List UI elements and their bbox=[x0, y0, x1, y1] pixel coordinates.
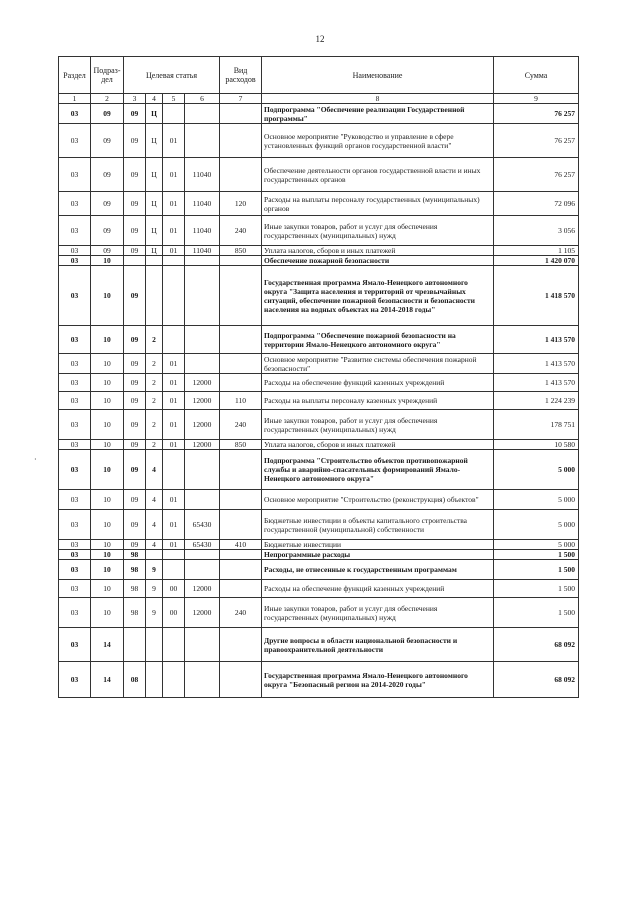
amount-cell: 1 413 570 bbox=[494, 354, 579, 374]
razdel-cell: 03 bbox=[59, 392, 91, 410]
razdel-cell: 03 bbox=[59, 124, 91, 158]
name-cell: Подпрограмма "Обеспечение реализации Государственной программы" bbox=[262, 104, 494, 124]
subprogram-code-cell: 2 bbox=[146, 410, 163, 440]
expense-type-cell: 240 bbox=[220, 410, 262, 440]
subprogram-code-cell: 4 bbox=[146, 450, 163, 490]
subprogram-code-cell bbox=[146, 550, 163, 560]
name-cell: Уплата налогов, сборов и иных платежей bbox=[262, 246, 494, 256]
budget-table bbox=[58, 56, 579, 698]
podrazdel-cell: 10 bbox=[91, 450, 124, 490]
name-cell: Уплата налогов, сборов и иных платежей bbox=[262, 440, 494, 450]
subprogram-code-cell: 2 bbox=[146, 354, 163, 374]
razdel-cell: 03 bbox=[59, 662, 91, 698]
name-cell: Бюджетные инвестиции bbox=[262, 540, 494, 550]
amount-cell: 76 257 bbox=[494, 124, 579, 158]
expense-type-cell bbox=[220, 266, 262, 326]
subprogram-code-cell: Ц bbox=[146, 246, 163, 256]
program-code-cell: 09 bbox=[124, 326, 146, 354]
podrazdel-cell: 10 bbox=[91, 598, 124, 628]
program-code-cell: 09 bbox=[124, 490, 146, 510]
amount-cell: 5 000 bbox=[494, 490, 579, 510]
direction-code-cell: 11040 bbox=[185, 216, 220, 246]
program-code-cell: 08 bbox=[124, 662, 146, 698]
podrazdel-cell: 10 bbox=[91, 510, 124, 540]
subprogram-code-cell: 2 bbox=[146, 440, 163, 450]
event-code-cell: 01 bbox=[163, 490, 185, 510]
program-code-cell: 09 bbox=[124, 410, 146, 440]
razdel-cell: 03 bbox=[59, 450, 91, 490]
name-cell: Государственная программа Ямало-Ненецкого автономного округа "Безопасный регион на 2014-2020 годы" bbox=[262, 662, 494, 698]
col-number: 4 bbox=[146, 94, 163, 104]
table-row bbox=[59, 410, 579, 440]
direction-code-cell bbox=[185, 628, 220, 662]
amount-cell: 1 500 bbox=[494, 550, 579, 560]
program-code-cell: 09 bbox=[124, 266, 146, 326]
expense-type-cell bbox=[220, 256, 262, 266]
razdel-cell: 03 bbox=[59, 440, 91, 450]
razdel-cell: 03 bbox=[59, 490, 91, 510]
amount-cell: 178 751 bbox=[494, 410, 579, 440]
col-number: 2 bbox=[91, 94, 124, 104]
podrazdel-cell: 10 bbox=[91, 550, 124, 560]
table-row bbox=[59, 510, 579, 540]
event-code-cell: 01 bbox=[163, 158, 185, 192]
amount-cell: 1 413 570 bbox=[494, 374, 579, 392]
name-cell: Расходы на обеспечение функций казенных учреждений bbox=[262, 374, 494, 392]
podrazdel-cell: 09 bbox=[91, 158, 124, 192]
table-row bbox=[59, 256, 579, 266]
table-row bbox=[59, 392, 579, 410]
razdel-cell: 03 bbox=[59, 598, 91, 628]
table-row bbox=[59, 374, 579, 392]
expense-type-cell: 850 bbox=[220, 440, 262, 450]
podrazdel-cell: 10 bbox=[91, 560, 124, 580]
amount-cell: 1 500 bbox=[494, 580, 579, 598]
expense-type-cell bbox=[220, 374, 262, 392]
program-code-cell: 98 bbox=[124, 580, 146, 598]
razdel-cell: 03 bbox=[59, 354, 91, 374]
table-row bbox=[59, 662, 579, 698]
header-podrazdel: Подраз-дел bbox=[91, 57, 124, 94]
expense-type-cell: 850 bbox=[220, 246, 262, 256]
name-cell: Основное мероприятие "Строительство (реконструкция) объектов" bbox=[262, 490, 494, 510]
header-name: Наименование bbox=[262, 57, 494, 94]
direction-code-cell: 12000 bbox=[185, 580, 220, 598]
event-code-cell bbox=[163, 104, 185, 124]
name-cell: Обеспечение пожарной безопасности bbox=[262, 256, 494, 266]
expense-type-cell bbox=[220, 354, 262, 374]
table-row bbox=[59, 440, 579, 450]
event-code-cell: 01 bbox=[163, 440, 185, 450]
podrazdel-cell: 09 bbox=[91, 216, 124, 246]
event-code-cell: 01 bbox=[163, 216, 185, 246]
razdel-cell: 03 bbox=[59, 326, 91, 354]
expense-type-cell: 410 bbox=[220, 540, 262, 550]
amount-cell: 1 224 239 bbox=[494, 392, 579, 410]
name-cell: Государственная программа Ямало-Ненецкого автономного округа "Защита населения и территорий от чрезвычайных ситуаций, обеспечение пожарной безопасности и безопасности населения на водных объектах на 2014-2018 годы" bbox=[262, 266, 494, 326]
program-code-cell: 09 bbox=[124, 124, 146, 158]
razdel-cell: 03 bbox=[59, 410, 91, 440]
podrazdel-cell: 10 bbox=[91, 410, 124, 440]
amount-cell: 1 418 570 bbox=[494, 266, 579, 326]
table-row bbox=[59, 124, 579, 158]
name-cell: Основное мероприятие "Развитие системы обеспечения пожарной безопасности" bbox=[262, 354, 494, 374]
event-code-cell bbox=[163, 256, 185, 266]
expense-type-cell bbox=[220, 580, 262, 598]
event-code-cell: 01 bbox=[163, 392, 185, 410]
amount-cell: 1 500 bbox=[494, 598, 579, 628]
razdel-cell: 03 bbox=[59, 104, 91, 124]
margin-mark: · bbox=[34, 455, 37, 464]
direction-code-cell: 65430 bbox=[185, 510, 220, 540]
program-code-cell: 09 bbox=[124, 216, 146, 246]
event-code-cell: 01 bbox=[163, 354, 185, 374]
name-cell: Подпрограмма "Обеспечение пожарной безопасности на территории Ямало-Ненецкого автономного округа" bbox=[262, 326, 494, 354]
amount-cell: 76 257 bbox=[494, 104, 579, 124]
razdel-cell: 03 bbox=[59, 560, 91, 580]
subprogram-code-cell: Ц bbox=[146, 124, 163, 158]
program-code-cell: 09 bbox=[124, 246, 146, 256]
direction-code-cell: 12000 bbox=[185, 392, 220, 410]
header-summa: Сумма bbox=[494, 57, 579, 94]
expense-type-cell bbox=[220, 628, 262, 662]
direction-code-cell bbox=[185, 354, 220, 374]
expense-type-cell bbox=[220, 662, 262, 698]
amount-cell: 1 413 570 bbox=[494, 326, 579, 354]
table-row bbox=[59, 450, 579, 490]
subprogram-code-cell bbox=[146, 266, 163, 326]
podrazdel-cell: 09 bbox=[91, 192, 124, 216]
direction-code-cell bbox=[185, 104, 220, 124]
event-code-cell: 01 bbox=[163, 246, 185, 256]
razdel-cell: 03 bbox=[59, 540, 91, 550]
event-code-cell: 01 bbox=[163, 192, 185, 216]
razdel-cell: 03 bbox=[59, 266, 91, 326]
program-code-cell: 09 bbox=[124, 104, 146, 124]
direction-code-cell: 12000 bbox=[185, 374, 220, 392]
podrazdel-cell: 10 bbox=[91, 540, 124, 550]
direction-code-cell: 11040 bbox=[185, 158, 220, 192]
event-code-cell: 01 bbox=[163, 124, 185, 158]
expense-type-cell: 240 bbox=[220, 216, 262, 246]
amount-cell: 1 500 bbox=[494, 560, 579, 580]
table-body bbox=[59, 104, 579, 698]
table-row bbox=[59, 540, 579, 550]
razdel-cell: 03 bbox=[59, 374, 91, 392]
direction-code-cell bbox=[185, 662, 220, 698]
podrazdel-cell: 10 bbox=[91, 266, 124, 326]
name-cell: Иные закупки товаров, работ и услуг для обеспечения государственных (муниципальных) нужд bbox=[262, 216, 494, 246]
direction-code-cell: 12000 bbox=[185, 598, 220, 628]
podrazdel-cell: 14 bbox=[91, 628, 124, 662]
expense-type-cell bbox=[220, 124, 262, 158]
direction-code-cell bbox=[185, 256, 220, 266]
col-number: 5 bbox=[163, 94, 185, 104]
program-code-cell bbox=[124, 628, 146, 662]
razdel-cell: 03 bbox=[59, 192, 91, 216]
podrazdel-cell: 10 bbox=[91, 374, 124, 392]
amount-cell: 5 000 bbox=[494, 510, 579, 540]
subprogram-code-cell: 9 bbox=[146, 598, 163, 628]
amount-cell: 68 092 bbox=[494, 628, 579, 662]
subprogram-code-cell bbox=[146, 256, 163, 266]
expense-type-cell bbox=[220, 550, 262, 560]
podrazdel-cell: 10 bbox=[91, 354, 124, 374]
subprogram-code-cell: Ц bbox=[146, 216, 163, 246]
table-row bbox=[59, 580, 579, 598]
direction-code-cell bbox=[185, 560, 220, 580]
amount-cell: 10 580 bbox=[494, 440, 579, 450]
name-cell: Расходы на обеспечение функций казенных учреждений bbox=[262, 580, 494, 598]
direction-code-cell: 11040 bbox=[185, 192, 220, 216]
table-row bbox=[59, 216, 579, 246]
program-code-cell: 09 bbox=[124, 158, 146, 192]
name-cell: Обеспечение деятельности органов государственной власти и иных государственных органов bbox=[262, 158, 494, 192]
program-code-cell: 09 bbox=[124, 540, 146, 550]
razdel-cell: 03 bbox=[59, 510, 91, 540]
table-row bbox=[59, 490, 579, 510]
amount-cell: 76 257 bbox=[494, 158, 579, 192]
expense-type-cell: 110 bbox=[220, 392, 262, 410]
name-cell: Расходы, не отнесенные к государственным программам bbox=[262, 560, 494, 580]
header-razdel: Раздел bbox=[59, 57, 91, 94]
direction-code-cell: 12000 bbox=[185, 410, 220, 440]
table-row bbox=[59, 598, 579, 628]
expense-type-cell: 240 bbox=[220, 598, 262, 628]
expense-type-cell bbox=[220, 158, 262, 192]
event-code-cell: 00 bbox=[163, 580, 185, 598]
direction-code-cell bbox=[185, 326, 220, 354]
col-number: 1 bbox=[59, 94, 91, 104]
event-code-cell bbox=[163, 266, 185, 326]
page-number: 12 bbox=[315, 34, 325, 44]
table-row bbox=[59, 560, 579, 580]
direction-code-cell bbox=[185, 550, 220, 560]
event-code-cell: 01 bbox=[163, 540, 185, 550]
program-code-cell: 09 bbox=[124, 440, 146, 450]
col-number: 9 bbox=[494, 94, 579, 104]
subprogram-code-cell: Ц bbox=[146, 158, 163, 192]
program-code-cell: 09 bbox=[124, 392, 146, 410]
event-code-cell bbox=[163, 550, 185, 560]
direction-code-cell bbox=[185, 266, 220, 326]
name-cell: Подпрограмма "Строительство объектов противопожарной службы и аварийно-спасательных формирований Ямало-Ненецкого автономного округа" bbox=[262, 450, 494, 490]
table-row bbox=[59, 104, 579, 124]
razdel-cell: 03 bbox=[59, 216, 91, 246]
direction-code-cell bbox=[185, 490, 220, 510]
direction-code-cell bbox=[185, 450, 220, 490]
event-code-cell: 00 bbox=[163, 598, 185, 628]
event-code-cell bbox=[163, 560, 185, 580]
name-cell: Другие вопросы в области национальной безопасности и правоохранительной деятельности bbox=[262, 628, 494, 662]
expense-type-cell bbox=[220, 326, 262, 354]
razdel-cell: 03 bbox=[59, 246, 91, 256]
direction-code-cell: 65430 bbox=[185, 540, 220, 550]
col-number: 6 bbox=[185, 94, 220, 104]
event-code-cell bbox=[163, 662, 185, 698]
subprogram-code-cell: 2 bbox=[146, 326, 163, 354]
name-cell: Расходы на выплаты персоналу казенных учреждений bbox=[262, 392, 494, 410]
program-code-cell: 09 bbox=[124, 354, 146, 374]
amount-cell: 68 092 bbox=[494, 662, 579, 698]
table-row bbox=[59, 628, 579, 662]
program-code-cell: 98 bbox=[124, 550, 146, 560]
table-row bbox=[59, 158, 579, 192]
podrazdel-cell: 09 bbox=[91, 104, 124, 124]
header-celevaya: Целевая статья bbox=[124, 57, 220, 94]
direction-code-cell: 12000 bbox=[185, 440, 220, 450]
table-row bbox=[59, 246, 579, 256]
table-row bbox=[59, 192, 579, 216]
subprogram-code-cell bbox=[146, 662, 163, 698]
name-cell: Бюджетные инвестиции в объекты капитального строительства государственной (муниципальной) собственности bbox=[262, 510, 494, 540]
podrazdel-cell: 10 bbox=[91, 490, 124, 510]
expense-type-cell: 120 bbox=[220, 192, 262, 216]
expense-type-cell bbox=[220, 450, 262, 490]
event-code-cell: 01 bbox=[163, 510, 185, 540]
event-code-cell bbox=[163, 628, 185, 662]
name-cell: Иные закупки товаров, работ и услуг для обеспечения государственных (муниципальных) нужд bbox=[262, 598, 494, 628]
subprogram-code-cell: 4 bbox=[146, 540, 163, 550]
name-cell: Основное мероприятие "Руководство и управление в сфере установленных функций органов государственной власти" bbox=[262, 124, 494, 158]
subprogram-code-cell: 9 bbox=[146, 560, 163, 580]
header-vid: Вид расходов bbox=[220, 57, 262, 94]
subprogram-code-cell: 4 bbox=[146, 490, 163, 510]
name-cell: Иные закупки товаров, работ и услуг для обеспечения государственных (муниципальных) нужд bbox=[262, 410, 494, 440]
subprogram-code-cell: 2 bbox=[146, 392, 163, 410]
razdel-cell: 03 bbox=[59, 580, 91, 598]
amount-cell: 5 000 bbox=[494, 450, 579, 490]
program-code-cell: 09 bbox=[124, 450, 146, 490]
table-row bbox=[59, 354, 579, 374]
col-number: 8 bbox=[262, 94, 494, 104]
amount-cell: 72 096 bbox=[494, 192, 579, 216]
expense-type-cell bbox=[220, 490, 262, 510]
amount-cell: 1 420 070 bbox=[494, 256, 579, 266]
subprogram-code-cell: 2 bbox=[146, 374, 163, 392]
name-cell: Расходы на выплаты персоналу государственных (муниципальных) органов bbox=[262, 192, 494, 216]
col-number: 3 bbox=[124, 94, 146, 104]
program-code-cell: 09 bbox=[124, 192, 146, 216]
event-code-cell bbox=[163, 450, 185, 490]
subprogram-code-cell: 9 bbox=[146, 580, 163, 598]
subprogram-code-cell: Ц bbox=[146, 192, 163, 216]
amount-cell: 1 105 bbox=[494, 246, 579, 256]
amount-cell: 5 000 bbox=[494, 540, 579, 550]
column-number-row bbox=[59, 94, 579, 104]
program-code-cell: 98 bbox=[124, 560, 146, 580]
podrazdel-cell: 09 bbox=[91, 246, 124, 256]
table-row bbox=[59, 266, 579, 326]
program-code-cell bbox=[124, 256, 146, 266]
podrazdel-cell: 14 bbox=[91, 662, 124, 698]
podrazdel-cell: 10 bbox=[91, 256, 124, 266]
table-row bbox=[59, 550, 579, 560]
event-code-cell bbox=[163, 326, 185, 354]
subprogram-code-cell bbox=[146, 628, 163, 662]
expense-type-cell bbox=[220, 104, 262, 124]
razdel-cell: 03 bbox=[59, 256, 91, 266]
expense-type-cell bbox=[220, 560, 262, 580]
direction-code-cell: 11040 bbox=[185, 246, 220, 256]
podrazdel-cell: 10 bbox=[91, 580, 124, 598]
table-row bbox=[59, 326, 579, 354]
podrazdel-cell: 10 bbox=[91, 440, 124, 450]
expense-type-cell bbox=[220, 510, 262, 540]
col-number: 7 bbox=[220, 94, 262, 104]
podrazdel-cell: 10 bbox=[91, 326, 124, 354]
program-code-cell: 09 bbox=[124, 510, 146, 540]
subprogram-code-cell: 4 bbox=[146, 510, 163, 540]
program-code-cell: 98 bbox=[124, 598, 146, 628]
amount-cell: 3 056 bbox=[494, 216, 579, 246]
program-code-cell: 09 bbox=[124, 374, 146, 392]
razdel-cell: 03 bbox=[59, 628, 91, 662]
event-code-cell: 01 bbox=[163, 374, 185, 392]
header-row bbox=[59, 57, 579, 94]
direction-code-cell bbox=[185, 124, 220, 158]
name-cell: Непрограммные расходы bbox=[262, 550, 494, 560]
subprogram-code-cell: Ц bbox=[146, 104, 163, 124]
podrazdel-cell: 10 bbox=[91, 392, 124, 410]
event-code-cell: 01 bbox=[163, 410, 185, 440]
razdel-cell: 03 bbox=[59, 550, 91, 560]
razdel-cell: 03 bbox=[59, 158, 91, 192]
podrazdel-cell: 09 bbox=[91, 124, 124, 158]
